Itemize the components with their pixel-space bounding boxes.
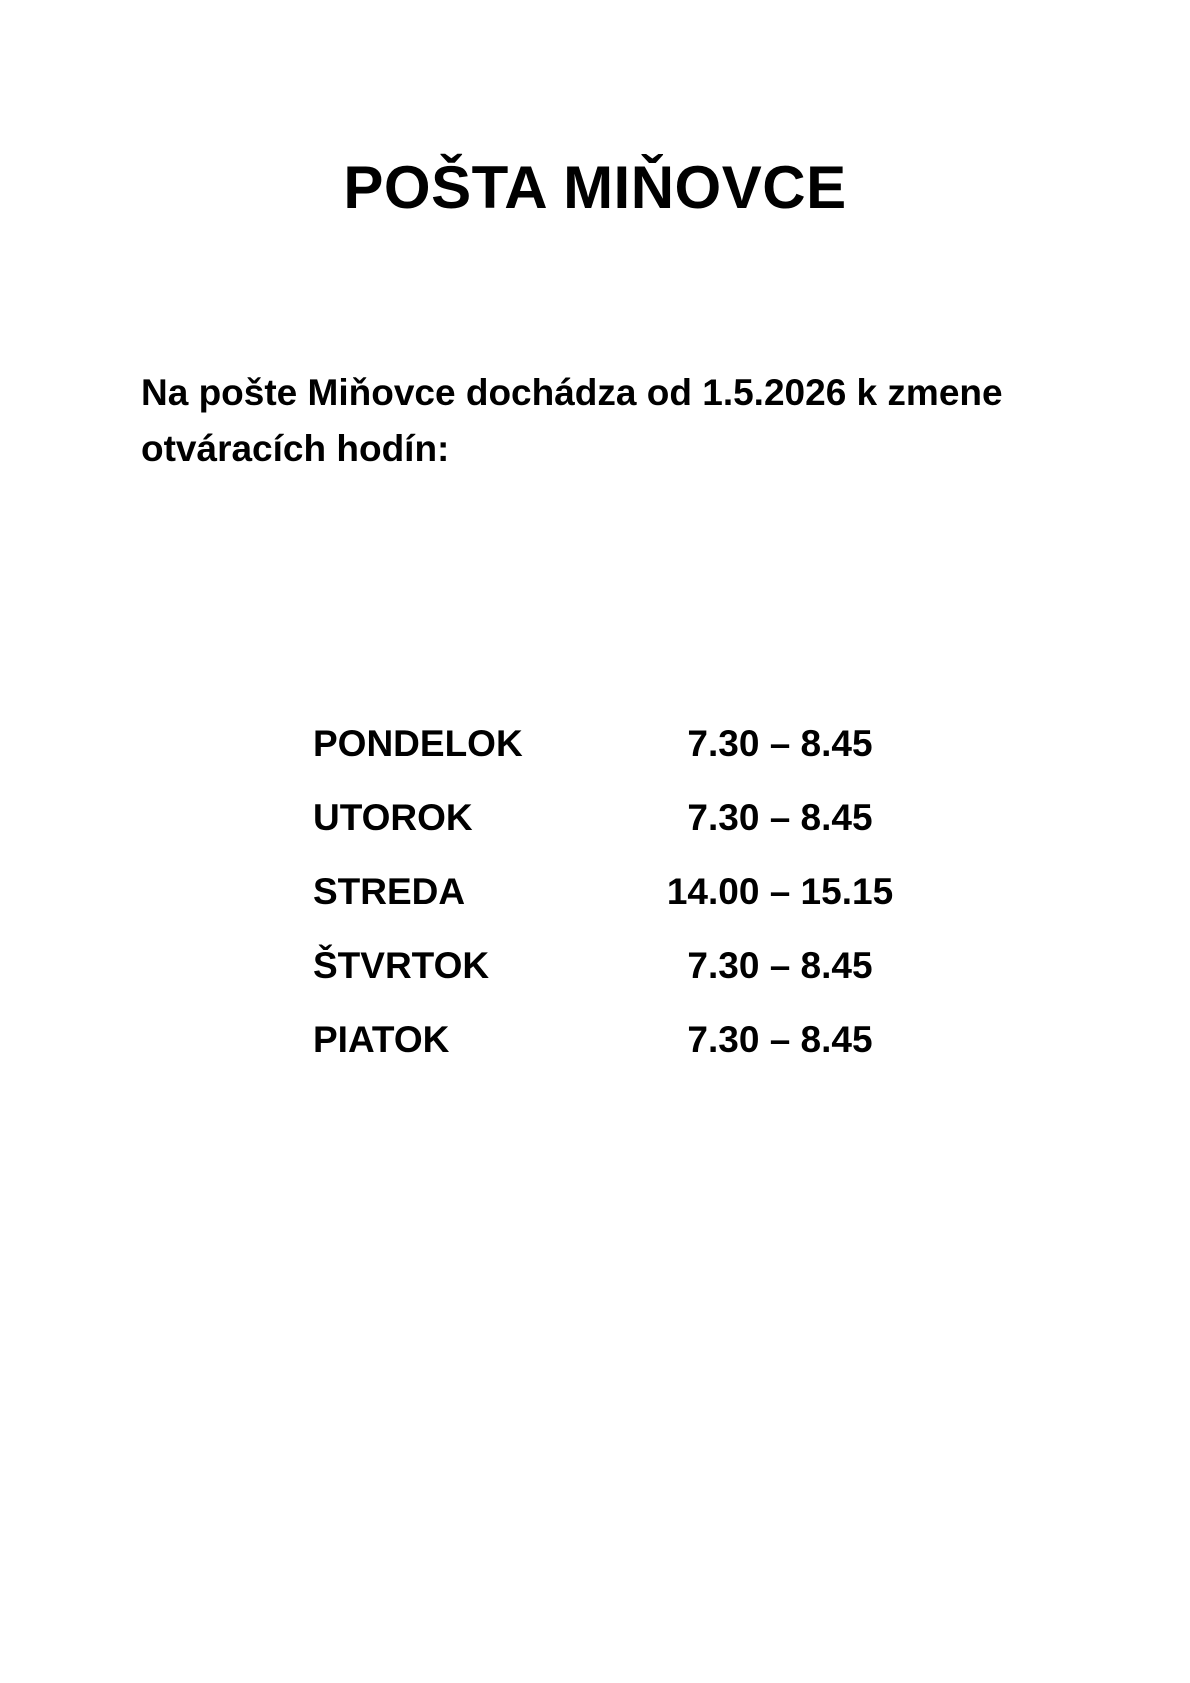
opening-hours-table <box>0 722 1190 1092</box>
day-label: PONDELOK <box>313 723 523 764</box>
time-range: 7.30 – 8.45 <box>687 945 873 986</box>
time-range: 7.30 – 8.45 <box>687 723 873 764</box>
hours-row-friday <box>0 1018 1190 1092</box>
hours-row-thursday <box>0 944 1190 1018</box>
day-label: PIATOK <box>313 1019 450 1060</box>
hours-row-tuesday <box>0 796 1190 870</box>
time-range: 7.30 – 8.45 <box>687 797 873 838</box>
time-range: 14.00 – 15.15 <box>666 871 894 912</box>
page-title: POŠTA MIŇOVCE <box>343 154 847 221</box>
hours-row-monday <box>0 722 1190 796</box>
day-label: UTOROK <box>313 797 473 838</box>
time-range: 7.30 – 8.45 <box>687 1019 873 1060</box>
day-label: ŠTVRTOK <box>313 945 490 986</box>
hours-row-wednesday <box>0 870 1190 944</box>
intro-text: Na pošte Miňovce dochádza od 1.5.2026 k zmene otváracích hodín: <box>141 372 1003 469</box>
day-label: STREDA <box>313 871 466 912</box>
